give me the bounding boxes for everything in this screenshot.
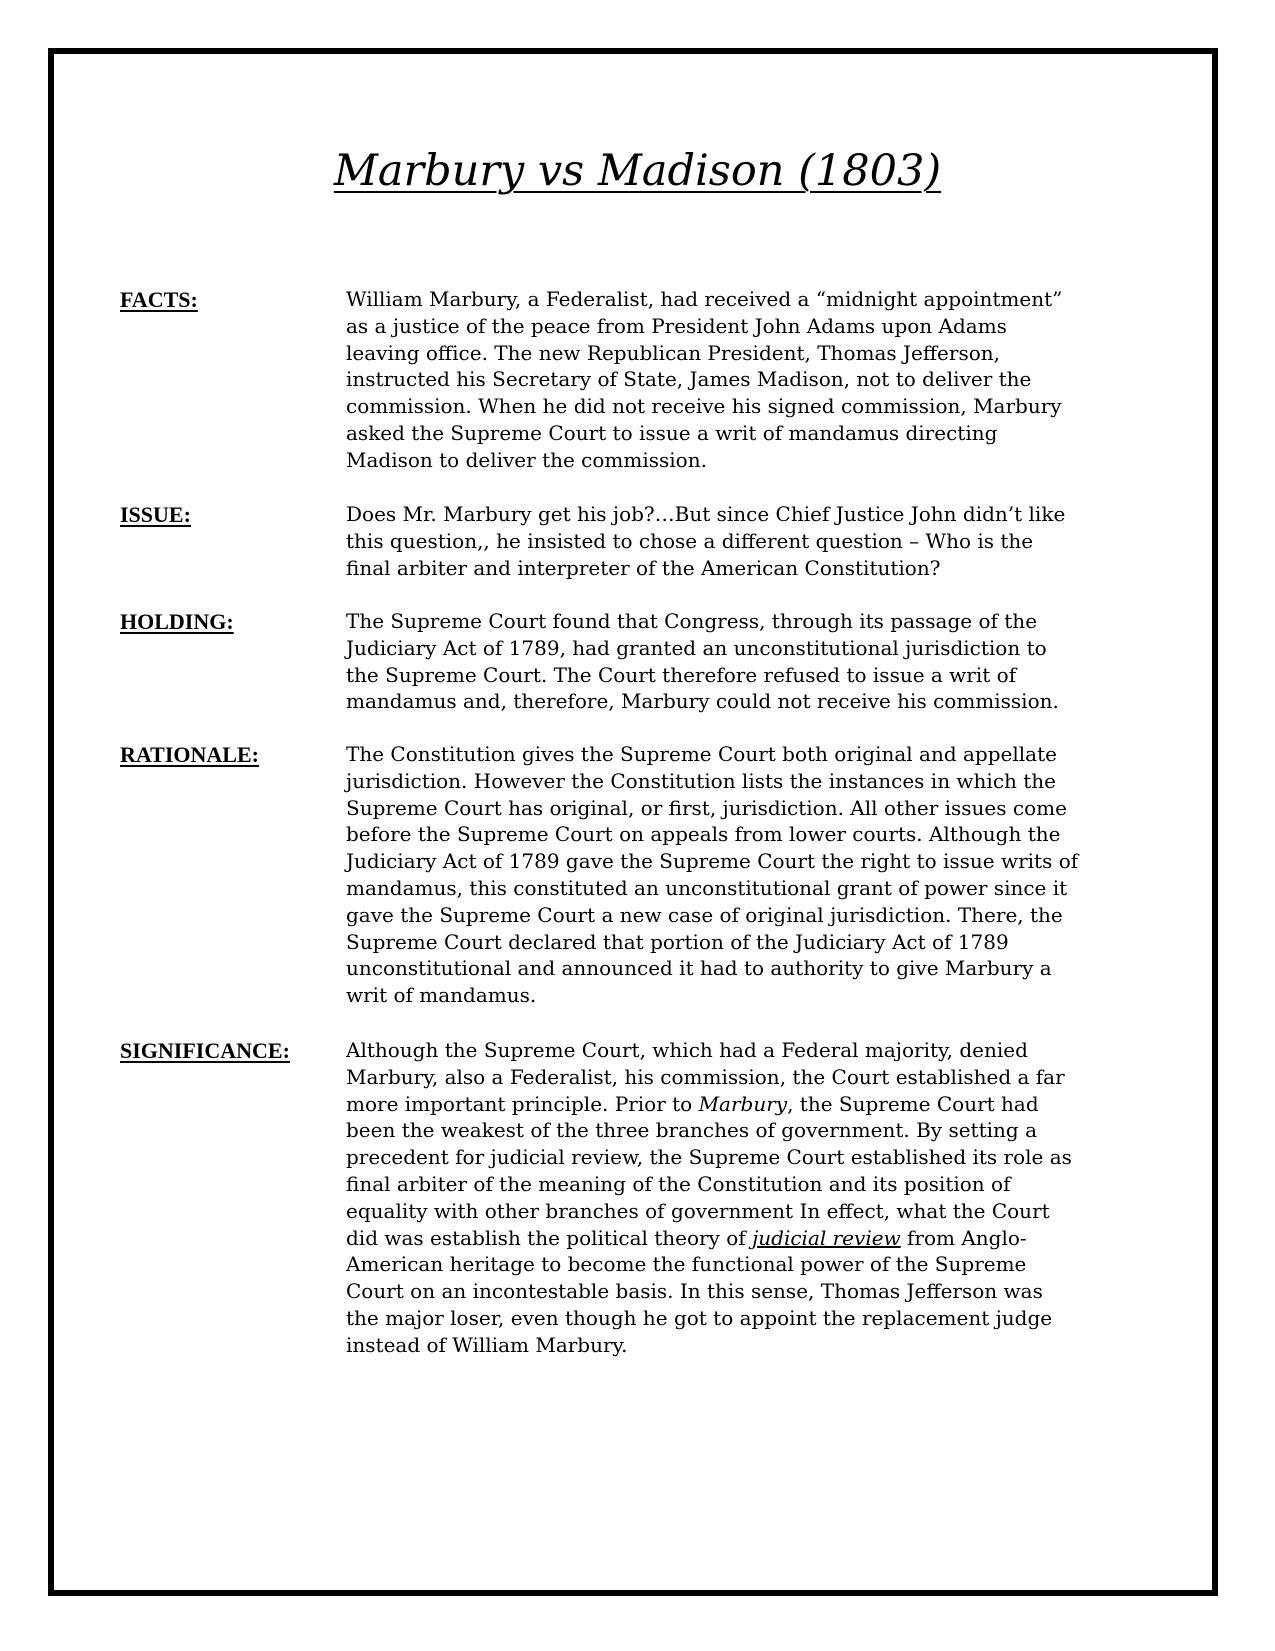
issue-text [346,501,1275,581]
significance-line [346,1225,1275,1252]
document-title [0,146,1275,196]
significance-line: been the weakest of the three branches of government. By setting a [346,1118,1037,1143]
issue-label: ISSUE: [120,502,191,527]
facts-line: commission. When he did not receive his signed commission, Marbury [346,394,1062,419]
significance-line: instead of William Marbury. [346,1332,628,1357]
text-run: from Anglo- [900,1225,1027,1250]
facts-text [346,286,1275,474]
significance-label: SIGNIFICANCE: [120,1038,290,1063]
issue-line: this question,, he insisted to chose a different question – Who is the [346,528,1034,553]
significance-line: final arbiter of the meaning of the Constitution and its position of [346,1171,1011,1196]
case-name-emphasis: Marbury [698,1091,788,1116]
issue-line: Does Mr. Marbury get his job?…But since Chief Justice John didn’t like [346,502,1066,526]
significance-line: Although the Supreme Court, which had a Federal majority, denied [346,1038,1028,1062]
rationale-text [346,741,1275,1009]
rationale-line: before the Supreme Court on appeals from lower courts. Although the [346,822,1061,847]
rationale-line: jurisdiction. However the Constitution lists the instances in which the [346,768,1057,793]
significance-line: the major loser, even though he got to appoint the replacement judge [346,1305,1053,1330]
rationale-label: RATIONALE: [120,742,259,767]
significance-line: precedent for judicial review, the Supreme Court established its role as [346,1145,1072,1170]
significance-line: equality with other branches of government In effect, what the Court [346,1198,1050,1223]
rationale-line: writ of mandamus. [346,983,537,1008]
issue-line: final arbiter and interpreter of the American Constitution? [346,555,941,580]
holding-line: Judiciary Act of 1789, had granted an unconstitutional jurisdiction to [346,635,1047,660]
significance-line: American heritage to become the functional power of the Supreme [346,1252,1027,1277]
significance-text [346,1037,1275,1359]
facts-line: asked the Supreme Court to issue a writ of mandamus directing [346,420,998,445]
text-run: more important principle. Prior to [346,1091,699,1116]
holding-line: the Supreme Court. The Court therefore refused to issue a writ of [346,662,1017,687]
significance-line: Marbury, also a Federalist, his commission, the Court established a far [346,1064,1065,1089]
facts-line: leaving office. The new Republican President, Thomas Jefferson, [346,340,1000,365]
judicial-review-term: judicial review [752,1225,901,1250]
text-run: , the Supreme Court had [787,1091,1039,1116]
facts-line: as a justice of the peace from President John Adams upon Adams [346,313,1007,338]
facts-line: Madison to deliver the commission. [346,447,707,472]
rationale-line: unconstitutional and announced it had to authority to give Marbury a [346,956,1052,981]
rationale-line: The Constitution gives the Supreme Court both original and appellate [346,742,1057,766]
document-title-text: Marbury vs Madison (1803) [333,146,942,196]
significance-line [346,1091,1275,1118]
holding-label: HOLDING: [120,609,234,634]
significance-line: Court on an incontestable basis. In this sense, Thomas Jefferson was [346,1279,1043,1304]
rationale-line: mandamus, this constituted an unconstitutional grant of power since it [346,875,1068,900]
holding-line: mandamus and, therefore, Marbury could not receive his commission. [346,689,1059,714]
rationale-line: Supreme Court has original, or first, jurisdiction. All other issues come [346,795,1067,820]
rationale-line: Supreme Court declared that portion of the Judiciary Act of 1789 [346,929,1009,954]
rationale-line: Judiciary Act of 1789 gave the Supreme Court the right to issue writs of [346,849,1079,874]
holding-line: The Supreme Court found that Congress, through its passage of the [346,609,1038,633]
text-run: did was establish the political theory of [346,1225,753,1250]
facts-line: William Marbury, a Federalist, had received a “midnight appointment” [346,287,1063,311]
holding-text [346,608,1275,715]
facts-label: FACTS: [120,287,198,312]
rationale-line: gave the Supreme Court a new case of original jurisdiction. There, the [346,902,1063,927]
facts-line: instructed his Secretary of State, James Madison, not to deliver the [346,367,1032,392]
